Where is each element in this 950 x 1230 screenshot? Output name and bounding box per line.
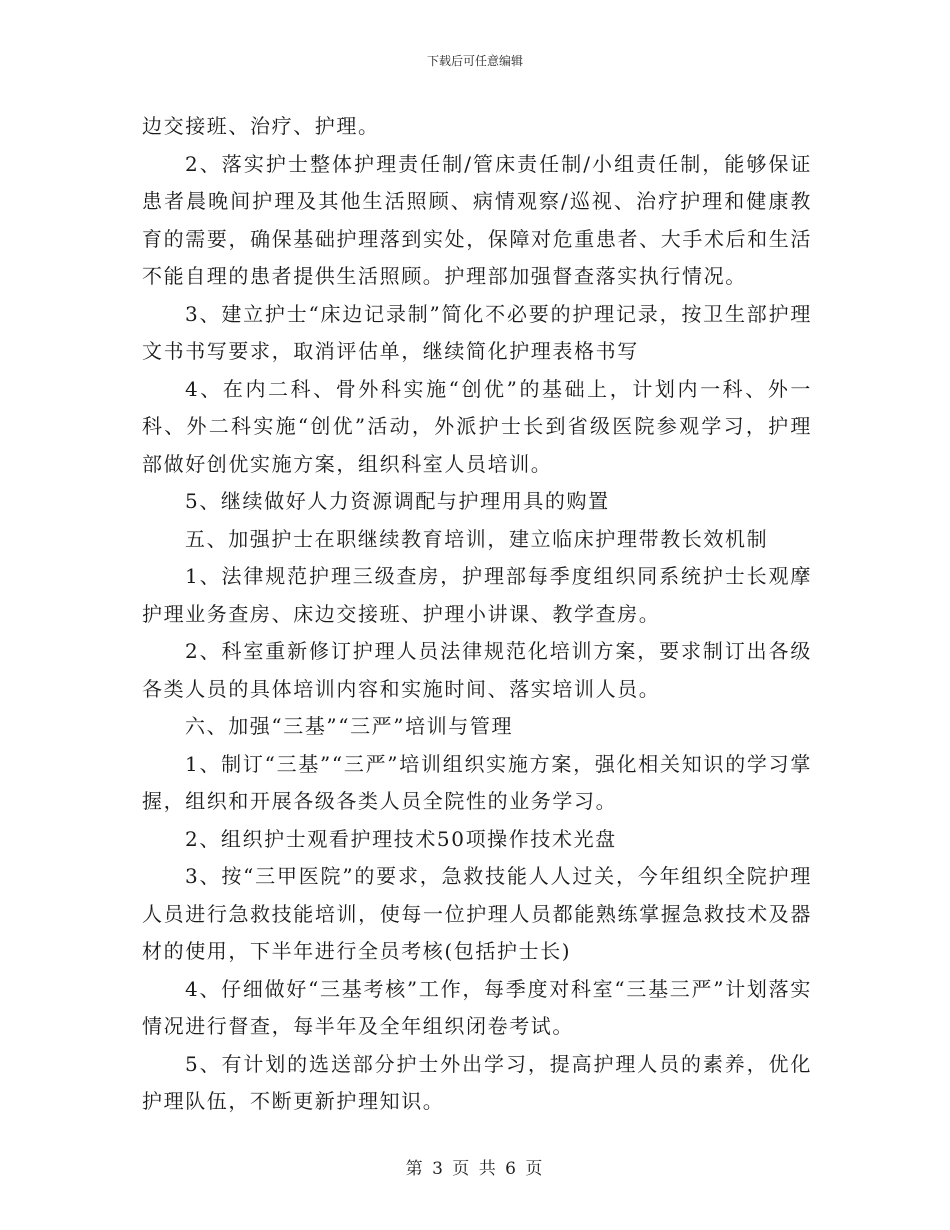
paragraph-7: 1、法律规范护理三级查房，护理部每季度组织同系统护士长观摩护理业务查房、床边交接班、护理小讲课、教学查房。 [142,564,812,626]
paragraph-14: 5、有计划的选送部分护士外出学习，提高护理人员的素养，优化护理队伍，不断更新护理知识。 [142,1051,812,1113]
paragraph-13: 4、仔细做好“三基考核”工作，每季度对科室“三基三严”计划落实情况进行督查，每半年及全年组织闭卷考试。 [142,976,812,1038]
document-body [142,108,812,1121]
paragraph-11: 2、组织护士观看护理技术50项操作技术光盘 [185,826,617,851]
paragraph-5: 5、继续做好人力资源调配与护理用具的购置 [185,489,610,513]
paragraph-1: 边交接班、治疗、护理。 [142,114,380,138]
page-number: 第 3 页 共 6 页 [405,1159,545,1179]
paragraph-8: 2、科室重新修订护理人员法律规范化培训方案，要求制订出各级各类人员的具体培训内容和实施时间、落实培训人员。 [142,639,812,701]
section-heading-5: 五、加强护士在职继续教育培训，建立临床护理带教长效机制 [185,526,769,551]
paragraph-4: 4、在内二科、骨外科实施“创优”的基础上，计划内一科、外一科、外二科实施“创优”活动，外派护士长到省级医院参观学习，护理部做好创优实施方案，组织科室人员培训。 [142,376,812,476]
paragraph-2: 2、落实护士整体护理责任制/管床责任制/小组责任制，能够保证患者晨晚间护理及其他生活照顾、病情观察/巡视、治疗护理和健康教育的需要，确保基础护理落到实处，保障对危重患者、大手术后和生活不能自理的患者提供生活照顾。护理部加强督查落实执行情况。 [142,151,812,288]
paragraph-12: 3、按“三甲医院”的要求，急救技能人人过关，今年组织全院护理人员进行急救技能培训，使每一位护理人员都能熟练掌握急救技术及器材的使用，下半年进行全员考核(包括护士长) [142,864,812,963]
page-header: 下载后可任意编辑 [426,54,523,68]
section-heading-6: 六、加强“三基”“三严”培训与管理 [185,714,514,738]
paragraph-3: 3、建立护士“床边记录制”简化不必要的护理记录，按卫生部护理文书书写要求，取消评估单，继续简化护理表格书写 [142,301,812,363]
paragraph-10: 1、制订“三基”“三严”培训组织实施方案，强化相关知识的学习掌握，组织和开展各级各类人员全院性的业务学习。 [142,751,812,813]
